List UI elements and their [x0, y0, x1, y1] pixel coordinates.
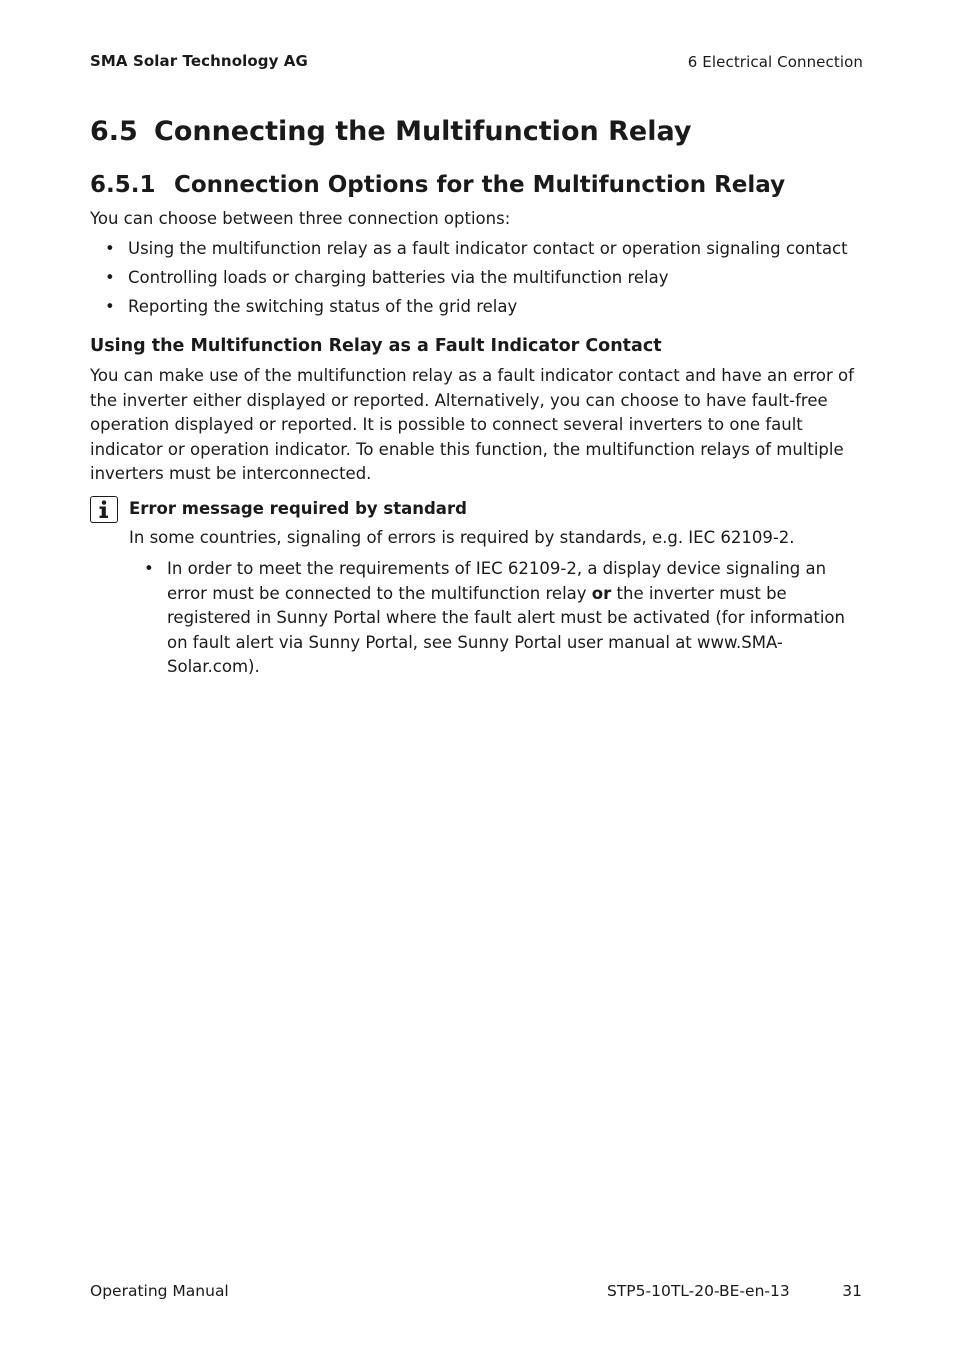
subsection-title: Connection Options for the Multifunction Relay [174, 172, 786, 198]
header-chapter: 6 Electrical Connection [687, 53, 863, 71]
page-number: 31 [842, 1282, 862, 1300]
section-title: Connecting the Multifunction Relay [154, 116, 692, 147]
emphasis-or: or [591, 583, 612, 603]
info-glyph [97, 500, 111, 519]
bullet-dot: • [105, 297, 115, 316]
options-list [90, 238, 848, 325]
list-item: • Reporting the switching status of the grid relay [105, 297, 518, 316]
info-bullet-text: In order to meet the requirements of IEC 62109-2, a display device signaling an error must be connected to the multifunction relay or the inverter must be registered in Sunny Portal where the fault alert must be activated (for information on fault alert via Sunny Portal, see Sunny Portal user manual at www.SMA-Solar.com). [167, 559, 845, 677]
footer-doc-type: Operating Manual [90, 1282, 229, 1300]
list-item: • Controlling loads or charging batteries via the multifunction relay [105, 268, 669, 287]
header-company: SMA Solar Technology AG [90, 52, 308, 70]
bullet-dot: • [105, 239, 115, 258]
info-title: Error message required by standard [129, 499, 467, 518]
info-text: In some countries, signaling of errors is required by standards, e.g. IEC 62109-2. [129, 528, 795, 547]
fault-indicator-heading: Using the Multifunction Relay as a Fault Indicator Contact [90, 336, 662, 356]
fault-indicator-paragraph: You can make use of the multifunction relay as a fault indicator contact and have an error of the inverter either displayed or reported. Alternatively, you can choose to have fault-free operation displayed or reported. It is possible to connect several inverters to one fault indicator or operation indicator. To enable this function, the multifunction relays of multiple inverters must be interconnected. [90, 366, 854, 484]
bullet-dot: • [144, 559, 154, 578]
bullet-dot: • [105, 268, 115, 287]
list-item: • Using the multifunction relay as a fault indicator contact or operation signaling contact [105, 239, 848, 258]
footer-doc-code: STP5-10TL-20-BE-en-13 [607, 1282, 790, 1300]
intro-text: You can choose between three connection options: [90, 209, 511, 228]
section-number: 6.5 [90, 116, 138, 147]
section-heading [90, 116, 691, 147]
info-bullet [129, 557, 854, 680]
subsection-number: 6.5.1 [90, 172, 156, 198]
subsection-heading [90, 172, 785, 198]
info-icon [90, 496, 118, 523]
